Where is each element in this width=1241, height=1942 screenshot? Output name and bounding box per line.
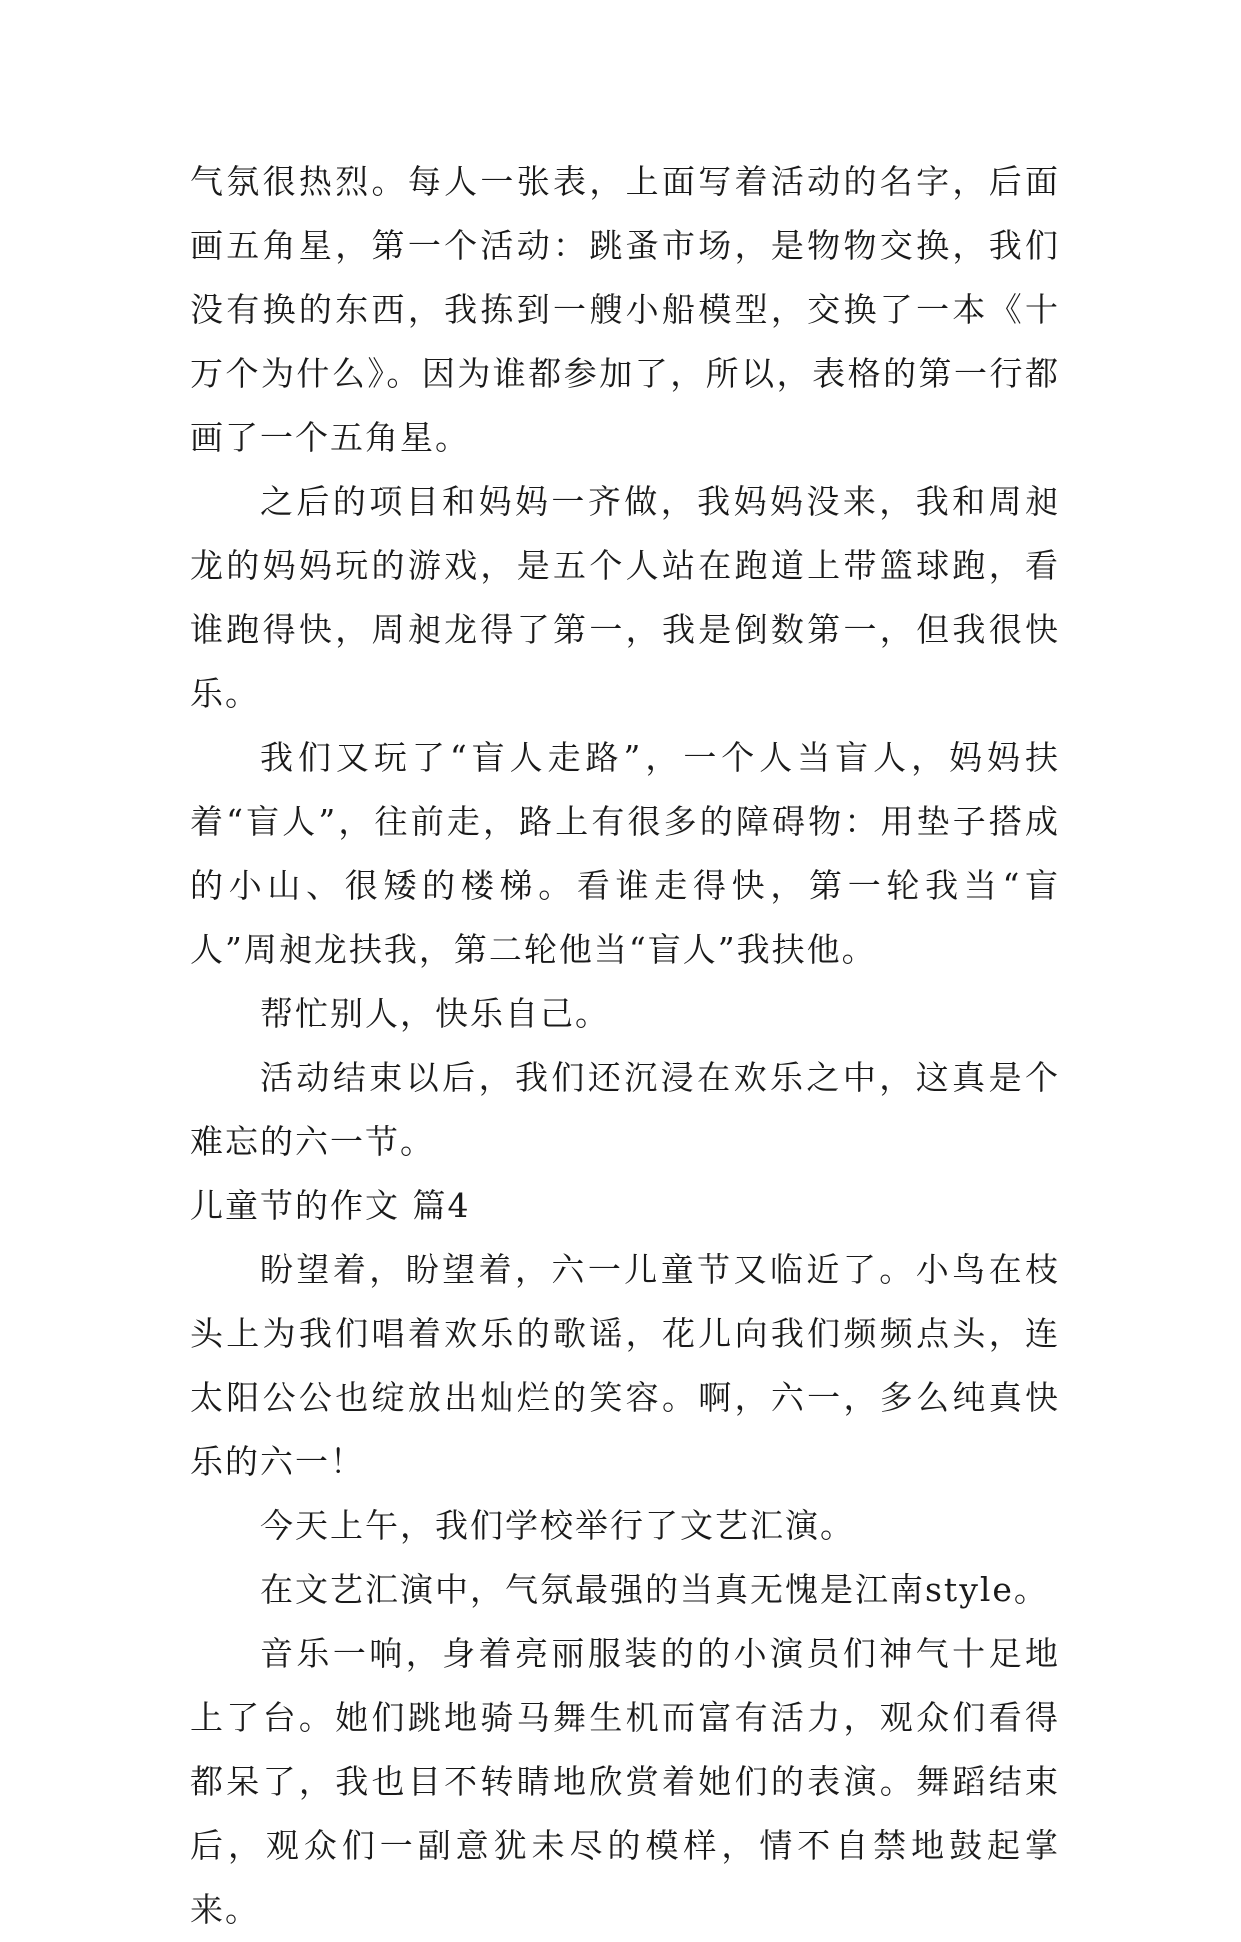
document-body <box>190 150 1060 1942</box>
paragraph: 帮忙别人，快乐自己。 <box>260 994 610 1033</box>
paragraph: 盼望着，盼望着，六一儿童节又临近了。小鸟在枝头上为我们唱着欢乐的歌谣，花儿向我们频频点头，连太阳公公也绽放出灿烂的笑容。啊，六一，多么纯真快乐的六一！ <box>190 1250 1060 1481</box>
paragraph: 在文艺汇演中，气氛最强的当真无愧是江南style。 <box>260 1570 1049 1609</box>
paragraph: 音乐一响，身着亮丽服装的的小演员们神气十足地上了台。她们跳地骑马舞生机而富有活力，观众们看得都呆了，我也目不转睛地欣赏着她们的表演。舞蹈结束后，观众们一副意犹未尽的模样，情不自禁地鼓起掌来。 <box>190 1634 1060 1929</box>
paragraph-continuation: 气氛很热烈。每人一张表，上面写着活动的名字，后面画五角星，第一个活动：跳蚤市场，是物物交换，我们没有换的东西，我拣到一艘小船模型，交换了一本《十万个为什么》。因为谁都参加了，所以，表格的第一行都画了一个五角星。 <box>190 162 1060 457</box>
paragraph: 之后的项目和妈妈一齐做，我妈妈没来，我和周昶龙的妈妈玩的游戏，是五个人站在跑道上带篮球跑，看谁跑得快，周昶龙得了第一，我是倒数第一，但我很快乐。 <box>190 482 1060 713</box>
paragraph: 今天上午，我们学校举行了文艺汇演。 <box>260 1506 855 1545</box>
section-heading: 儿童节的作文 篇4 <box>190 1186 471 1225</box>
paragraph: 活动结束以后，我们还沉浸在欢乐之中，这真是个难忘的六一节。 <box>190 1058 1060 1161</box>
paragraph: 我们又玩了“盲人走路”，一个人当盲人，妈妈扶着“盲人”，往前走，路上有很多的障碍物：用垫子搭成的小山、很矮的楼梯。看谁走得快，第一轮我当“盲人”周昶龙扶我，第二轮他当“盲人”我扶他。 <box>190 738 1060 969</box>
